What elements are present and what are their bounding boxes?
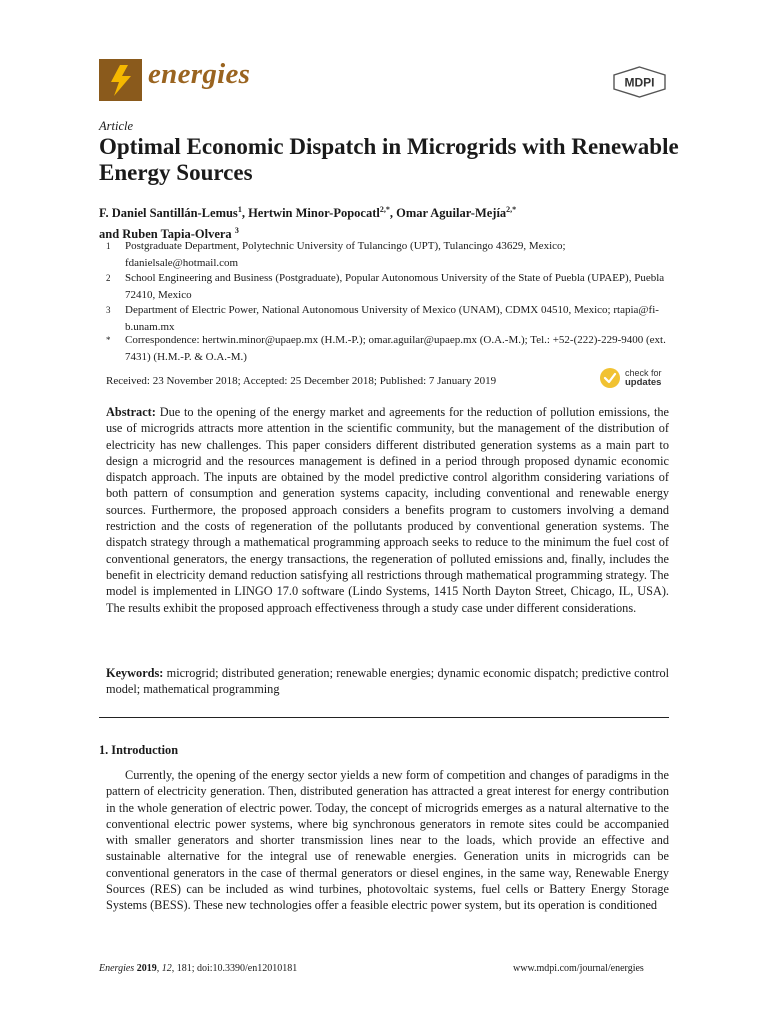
affiliation [106,302,676,335]
author-name: and Ruben Tapia-Olvera [99,227,232,242]
publisher-logo [612,66,667,98]
affiliation-mark: 2 [106,273,111,283]
author-affiliation-mark: 2,* [379,205,390,214]
author-affiliation-mark: 3 [234,226,239,236]
correspondence-text: Correspondence: hertwin.minor@upaep.mx (H.M.-P.); omar.aguilar@upaep.mx (O.A.-M.); Tel.: +52-(222)-229-9400 (ext. 7431) (H.M.-P. & O.A.-M.) [125,334,666,363]
footer-year: 2019 [136,963,157,974]
checkmark-icon [600,368,620,388]
introduction-text: Currently, the opening of the energy sector yields a new form of competition and changes of paradigms in the pattern of electricity generation. Then, distributed generation has attracted a great interest for energy contribution in the whole generation of electric power. Today, the concept of microgrids emerges as a natural alternative to the conventional electric power systems, where big synchronous generators in remote sites could be accompanied with smaller generators and shorter transmission lines near to the loads, which provide an effective and sustainable alternative for the integral use of renewable energies. Generation units in microgrids can be conventional generators in the case of thermal generators or diesel engines, in the same way, Renewable Energy Sources (RES) can be included as wind turbines, photovoltaic systems, fuel cells or Battery Energy Storage Systems (BESS). These new technologies offer a feasible electric power system, but its operation is conditioned [106,768,669,913]
author-name: Omar Aguilar-Mejía [396,206,507,221]
article-type: Article [99,119,134,133]
publication-dates: Received: 23 November 2018; Accepted: 25 December 2018; Published: 7 January 2019 [106,375,497,387]
journal-logo [99,59,142,101]
affiliation-mark: 3 [106,305,111,315]
article-title: Optimal Economic Dispatch in Microgrids with Renewable Energy Sources [99,134,679,185]
affiliation [106,270,676,303]
affiliation-text: Postgraduate Department, Polytechnic University of Tulancingo (UPT), Tulancingo 43629, Mexico; fdanielsale@hotmail.com [125,240,566,269]
citation-footer: Energies 2019, 12, 181; doi:10.3390/en12010181 [99,963,298,974]
author-name: Hertwin Minor-Popocatl [248,206,380,221]
affiliation [106,238,676,271]
section-divider [99,717,669,718]
author-affiliation-mark: 1 [237,205,242,214]
affiliation-text: School Engineering and Business (Postgraduate), Popular Autonomous University of the State of Puebla (UPAEP), Puebla 72410, Mexico [125,272,665,301]
affiliation-mark: * [106,335,111,345]
author-list: F. Daniel Santillán-Lemus$^1$, Hertwin Minor-Popocatl$^{2,*}$, Omar Aguilar-Mejía$^{2,*}$ and Ruben Tapia-Olvera $^3$ [99,205,517,242]
affiliation-mark: 1 [106,241,111,251]
journal-url[interactable]: www.mdpi.com/journal/energies [513,963,644,974]
footer-doi: , 181; doi:10.3390/en12010181 [171,963,298,974]
footer-volume: 12 [161,963,172,974]
affiliation-text: Department of Electric Power, National Autonomous University of Mexico (UNAM), CDMX 04510, Mexico; rtapia@fi-b.unam.mx [125,304,659,333]
abstract-label: Abstract: [106,405,156,419]
footer-journal: Energies [99,963,135,974]
correspondence [106,332,676,365]
author-affiliation-mark: 2,* [506,205,517,214]
section-heading: 1. Introduction [99,743,179,757]
publisher-logo-text: MDPI [624,75,655,90]
journal-name: energies [148,58,251,90]
keywords-label: Keywords: [106,666,164,680]
check-updates-line2: updates [625,377,662,388]
keywords-text: microgrid; distributed generation; renewable energies; dynamic economic dispatch; predictive control model; mathematical programming [106,666,670,697]
lightning-bolt-icon [99,59,142,101]
abstract-text: Due to the opening of the energy market and agreements for the reduction of pollution emissions, the use of microgrids attracts more attention in the scientific community, but the management of the distribution of electricity has new challenges. This paper considers different distributed generation systems as a main part to design a microgrid and the resources management is defined in a period through proposed dynamic economic dispatch approach. The inputs are obtained by the model predictive control algorithm considering variations of both pattern of consumption and generation systems capacity, including conventional and renewable energy sources. Furthermore, the proposed approach considers a benefits program to customers involving a demand restriction and the costs of regeneration of the pollutants produced by conventional generation systems. The dispatch strategy through a mathematical programming approach seeks to reduce to the minimum the fuel cost of conventional generators, the energy transactions, the regeneration of polluted emissions and, finally, includes the benefit in electricity demand reduction satisfying all restrictions through mathematical programming strategy. The model is implemented in LINGO 17.0 software (Lindo Systems, 1415 North Dayton Street, Chicago, IL, USA). The results exhibit the proposed approach effectiveness through a study case under different considerations. [106,405,669,615]
keywords [106,665,669,698]
abstract [106,404,669,616]
check-updates-line1: check for [625,368,662,378]
check-for-updates-badge[interactable] [600,367,672,389]
author-name: F. Daniel Santillán-Lemus [99,206,238,221]
